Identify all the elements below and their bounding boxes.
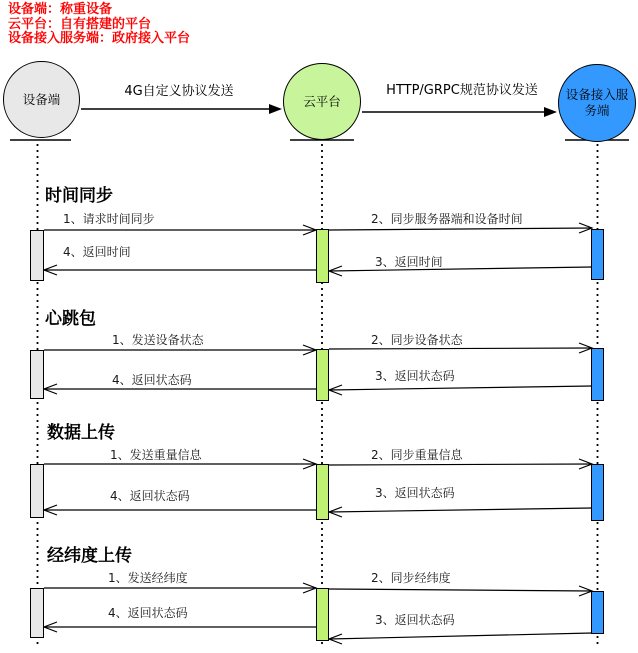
activation-bar-server-1 (591, 229, 604, 280)
message-label: 1、发送经纬度 (108, 571, 188, 585)
activation-bar-server-2 (591, 348, 604, 401)
activation-bar-device-1 (30, 230, 44, 281)
legend (8, 3, 190, 47)
message-label: 2、同步经纬度 (371, 571, 451, 585)
activation-bar-device-4 (30, 588, 44, 638)
section-title-heartbeat: 心跳包 (45, 309, 96, 329)
top-arrow-device-to-cloud (81, 104, 282, 114)
message-label: 2、同步服务器端和设备时间 (371, 212, 523, 226)
message-label: 1、请求时间同步 (63, 212, 155, 226)
activation-bar-cloud-1 (316, 229, 329, 283)
actor-device (3, 61, 80, 138)
activation-bar-server-4 (591, 591, 604, 634)
actor-server-label: 设备接入服务端 (565, 87, 629, 118)
actor-server (558, 64, 636, 142)
message-label: 2、同步设备状态 (371, 333, 463, 347)
legend-line-device: 设备端：称重设备 (8, 2, 113, 17)
activation-bar-cloud-2 (316, 349, 329, 401)
message-label: 1、发送设备状态 (112, 333, 204, 347)
legend-line-cloud: 云平台：自有搭建的平台 (8, 16, 152, 32)
protocol-label-4g: 4G自定义协议发送 (124, 84, 234, 99)
section-title-geo-upload: 经纬度上传 (47, 546, 132, 566)
actor-cloud (283, 63, 361, 140)
legend-line-server: 设备接入服务端：政府接入平台 (8, 31, 191, 46)
message-label: 3、返回时间 (375, 255, 443, 269)
message-label: 4、返回时间 (63, 245, 131, 259)
message-label: 1、发送重量信息 (110, 448, 202, 462)
actor-cloud-label: 云平台 (303, 93, 341, 109)
activation-bar-device-2 (30, 350, 44, 399)
message-label: 3、返回状态码 (375, 486, 455, 500)
message-label: 4、返回状态码 (112, 373, 192, 387)
protocol-label-http-grpc: HTTP/GRPC规范协议发送 (386, 83, 538, 98)
message-label: 4、返回状态码 (110, 489, 190, 503)
actor-device-label: 设备端 (22, 91, 61, 107)
message-label: 3、返回状态码 (375, 613, 455, 627)
top-arrow-cloud-to-server (362, 107, 557, 117)
section-title-time-sync: 时间同步 (45, 186, 113, 206)
activation-bar-device-3 (30, 464, 44, 518)
activation-bar-server-3 (591, 464, 604, 521)
section-title-data-upload: 数据上传 (47, 423, 115, 443)
message-label: 3、返回状态码 (375, 369, 455, 383)
activation-bar-cloud-4 (316, 588, 329, 641)
message-label: 4、返回状态码 (108, 606, 188, 620)
message-label: 2、同步重量信息 (371, 448, 463, 462)
activation-bar-cloud-3 (316, 464, 329, 520)
